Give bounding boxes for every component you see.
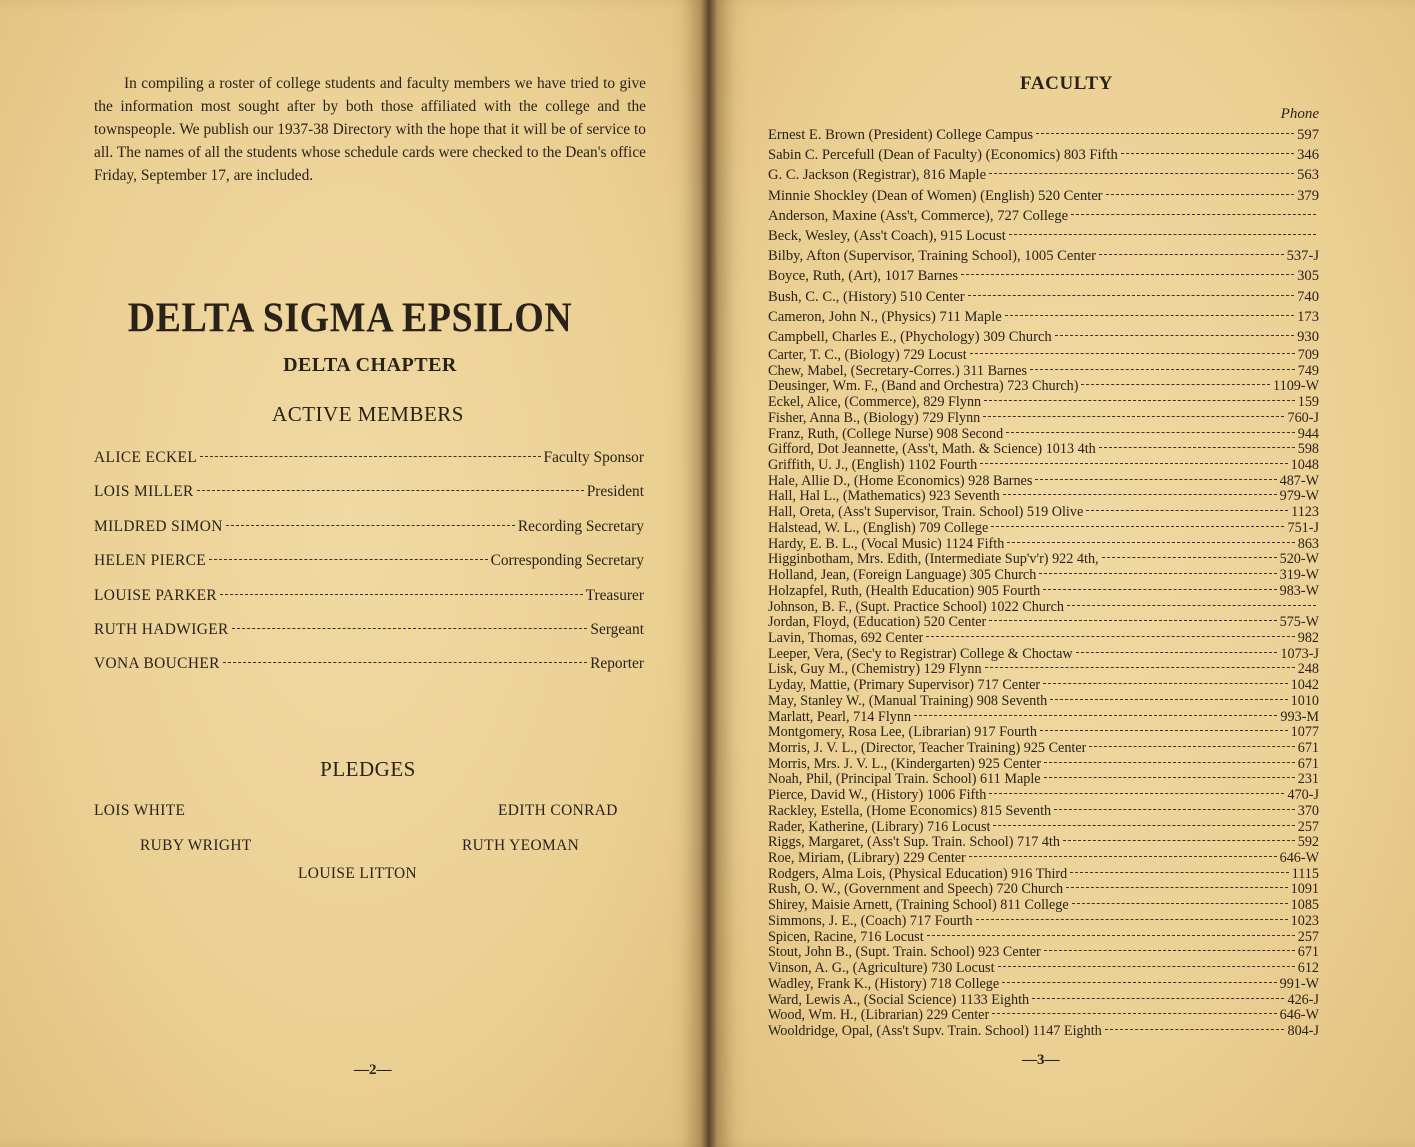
- faculty-phone: 370: [1297, 802, 1319, 819]
- faculty-entry: Roe, Miriam, (Library) 229 Center: [768, 850, 966, 867]
- dot-leader: [1006, 432, 1294, 433]
- dot-leader: [1040, 730, 1288, 731]
- faculty-row: [768, 881, 1319, 897]
- dot-leader: [968, 295, 1295, 296]
- faculty-row: [768, 247, 1319, 265]
- faculty-entry: Minnie Shockley (Dean of Women) (English) 520 Center: [768, 187, 1103, 204]
- dot-leader: [223, 662, 587, 663]
- faculty-row: [768, 187, 1319, 205]
- dot-leader: [1043, 589, 1276, 590]
- faculty-row: [768, 771, 1319, 787]
- book-gutter: [700, 0, 718, 1147]
- faculty-row: [768, 146, 1319, 164]
- faculty-entry: Vinson, A. G., (Agriculture) 730 Locust: [768, 960, 995, 977]
- faculty-row: [768, 583, 1319, 599]
- faculty-row: [768, 426, 1319, 442]
- faculty-phone: 760-J: [1287, 409, 1319, 426]
- faculty-entry: Rush, O. W., (Government and Speech) 720 Church: [768, 881, 1064, 898]
- faculty-row: [768, 227, 1319, 245]
- officer-name: HELEN PIERCE: [94, 552, 207, 570]
- faculty-entry: Chew, Mabel, (Secretary-Corres.) 311 Barnes: [768, 362, 1027, 379]
- faculty-entry: Cameron, John N., (Physics) 711 Maple: [768, 308, 1002, 325]
- faculty-entry: Bush, C. C., (History) 510 Center: [768, 288, 965, 305]
- faculty-row: [768, 1007, 1319, 1023]
- faculty-phone: 592: [1297, 834, 1319, 851]
- faculty-entry: Hall, Hal L., (Mathematics) 923 Seventh: [768, 488, 1000, 505]
- faculty-entry: Wood, Wm. H., (Librarian) 229 Center: [768, 1007, 990, 1024]
- pledges-heading: PLEDGES: [320, 757, 416, 781]
- faculty-row: [768, 834, 1319, 850]
- dot-leader: [232, 628, 588, 629]
- faculty-row: [768, 661, 1319, 677]
- dot-leader: [220, 594, 583, 595]
- faculty-entry: Jordan, Floyd, (Education) 520 Center: [768, 614, 987, 631]
- faculty-entry: Rackley, Estella, (Home Economics) 815 Seventh: [768, 802, 1052, 819]
- faculty-row: [768, 693, 1319, 709]
- officer-role: Recording Secretary: [517, 517, 644, 535]
- faculty-phone: 319-W: [1279, 567, 1319, 584]
- faculty-row: [768, 126, 1319, 144]
- faculty-entry: Franz, Ruth, (College Nurse) 908 Second: [768, 425, 1004, 442]
- dot-leader: [1044, 777, 1295, 778]
- officer-name: MILDRED SIMON: [94, 517, 223, 535]
- faculty-phone: 1010: [1290, 692, 1319, 709]
- faculty-phone: 804-J: [1287, 1022, 1319, 1039]
- dot-leader: [969, 856, 1277, 857]
- officer-row: [94, 587, 644, 609]
- faculty-phone: 248: [1297, 661, 1319, 678]
- faculty-phone: 671: [1297, 740, 1319, 756]
- faculty-phone: 751-J: [1287, 519, 1319, 536]
- faculty-phone: 982: [1297, 629, 1319, 646]
- faculty-row: [768, 646, 1319, 662]
- faculty-row: [768, 599, 1319, 615]
- faculty-entry: Montgomery, Rosa Lee, (Librarian) 917 Fourth: [768, 724, 1037, 741]
- dot-leader: [200, 456, 540, 457]
- dot-leader: [1035, 479, 1276, 480]
- faculty-row: [768, 378, 1319, 394]
- faculty-entry: Halstead, W. L., (English) 709 College: [768, 519, 989, 536]
- faculty-row: [768, 913, 1319, 929]
- faculty-row: [768, 520, 1319, 536]
- officer-role: Sergeant: [590, 621, 644, 638]
- faculty-entry: Griffith, U. J., (English) 1102 Fourth: [768, 457, 978, 474]
- faculty-entry: Morris, J. V. L., (Director, Teacher Training) 925 Center: [768, 740, 1087, 756]
- faculty-title: FACULTY: [1020, 73, 1113, 94]
- faculty-row: [768, 328, 1319, 346]
- dot-leader: [226, 525, 515, 526]
- faculty-row: [768, 1023, 1319, 1039]
- dot-leader: [989, 793, 1284, 794]
- faculty-phone: 930: [1297, 329, 1319, 345]
- dot-leader: [197, 490, 584, 491]
- officer-role: Treasurer: [585, 586, 644, 604]
- dot-leader: [1007, 542, 1294, 543]
- pledge-name: LOUISE LITTON: [298, 865, 418, 882]
- officer-row: [94, 518, 644, 540]
- faculty-entry: Marlatt, Pearl, 714 Flynn: [768, 708, 912, 725]
- faculty-entry: Wooldridge, Opal, (Ass't Supv. Train. School) 1147 Eighth: [768, 1022, 1102, 1039]
- faculty-row: [768, 976, 1319, 992]
- dot-leader: [980, 463, 1287, 464]
- faculty-row: [768, 740, 1319, 756]
- faculty-phone: 575-W: [1279, 614, 1319, 631]
- faculty-entry: Johnson, B. F., (Supt. Practice School) 1022 Church: [768, 598, 1064, 615]
- officer-name: LOUISE PARKER: [94, 586, 218, 604]
- dot-leader: [1002, 982, 1276, 983]
- faculty-phone: 520-W: [1279, 551, 1319, 568]
- faculty-row: [768, 457, 1319, 473]
- phone-column-heading: Phone: [1280, 106, 1319, 122]
- dot-leader: [1106, 194, 1295, 195]
- dot-leader: [1070, 872, 1288, 873]
- faculty-row: [768, 308, 1319, 326]
- dot-leader: [1121, 153, 1294, 154]
- faculty-phone: 597: [1297, 127, 1319, 143]
- dot-leader: [1005, 315, 1294, 316]
- faculty-row: [768, 960, 1319, 976]
- faculty-entry: Hale, Allie D., (Home Economics) 928 Barnes: [768, 472, 1033, 489]
- faculty-entry: Hall, Oreta, (Ass't Supervisor, Train. School) 519 Olive: [768, 504, 1084, 521]
- dot-leader: [992, 1013, 1276, 1014]
- faculty-row: [768, 787, 1319, 803]
- dot-leader: [1063, 840, 1295, 841]
- faculty-phone: 709: [1297, 347, 1319, 363]
- faculty-entry: Eckel, Alice, (Commerce), 829 Flynn: [768, 394, 982, 411]
- faculty-entry: Sabin C. Percefull (Dean of Faculty) (Economics) 803 Fifth: [768, 147, 1118, 164]
- faculty-row: [768, 347, 1319, 363]
- faculty-row: [768, 166, 1319, 184]
- faculty-row: [768, 709, 1319, 725]
- dot-leader: [984, 400, 1295, 401]
- faculty-phone: 346: [1297, 147, 1319, 164]
- faculty-entry: Wadley, Frank K., (History) 718 College: [768, 975, 1000, 992]
- officer-role: Faculty Sponsor: [543, 449, 644, 466]
- faculty-phone: 563: [1297, 167, 1319, 184]
- faculty-phone: 173: [1297, 308, 1319, 325]
- officer-row: [94, 552, 644, 574]
- faculty-phone: 159: [1297, 394, 1319, 411]
- dot-leader: [1086, 510, 1288, 511]
- faculty-row: [768, 410, 1319, 426]
- faculty-entry: Ward, Lewis A., (Social Science) 1133 Eighth: [768, 991, 1030, 1008]
- officer-row: [94, 449, 644, 471]
- faculty-entry: Campbell, Charles E., (Phychology) 309 Church: [768, 329, 1052, 345]
- faculty-entry: Spicen, Racine, 716 Locust: [768, 928, 924, 945]
- dot-leader: [209, 559, 487, 560]
- faculty-entry: Holzapfel, Ruth, (Health Education) 905 Fourth: [768, 582, 1041, 599]
- faculty-phone: 993-M: [1280, 708, 1319, 725]
- dot-leader: [1032, 998, 1284, 999]
- dot-leader: [1009, 234, 1316, 235]
- faculty-row: [768, 441, 1319, 457]
- faculty-phone: 612: [1297, 960, 1319, 977]
- faculty-phone: 1048: [1290, 457, 1319, 474]
- faculty-entry: Boyce, Ruth, (Art), 1017 Barnes: [768, 268, 959, 285]
- dot-leader: [1036, 133, 1294, 134]
- faculty-entry: Gifford, Dot Jeannette, (Ass't, Math. & Science) 1013 4th: [768, 441, 1096, 458]
- faculty-phone: 1115: [1291, 865, 1319, 882]
- faculty-phone: 470-J: [1287, 787, 1319, 804]
- faculty-entry: May, Stanley W., (Manual Training) 908 Seventh: [768, 692, 1048, 709]
- faculty-row: [768, 207, 1319, 225]
- faculty-phone: 1091: [1290, 881, 1319, 898]
- officer-row: [94, 655, 644, 677]
- faculty-phone: 671: [1297, 755, 1319, 772]
- dot-leader: [970, 353, 1295, 354]
- dot-leader: [1099, 254, 1284, 255]
- faculty-phone: 1077: [1290, 724, 1319, 741]
- faculty-row: [768, 677, 1319, 693]
- faculty-entry: Riggs, Margaret, (Ass't Sup. Train. School) 717 4th: [768, 834, 1060, 851]
- dot-leader: [1054, 809, 1295, 810]
- officer-name: VONA BOUCHER: [94, 655, 220, 673]
- officer-name: RUTH HADWIGER: [94, 621, 229, 638]
- faculty-phone: 944: [1297, 425, 1319, 442]
- faculty-entry: Pierce, David W., (History) 1006 Fifth: [768, 787, 987, 804]
- pledge-name: RUBY WRIGHT: [140, 837, 252, 854]
- faculty-entry: Carter, T. C., (Biology) 729 Locust: [768, 347, 967, 363]
- faculty-phone: 305: [1297, 268, 1319, 285]
- dot-leader: [1099, 447, 1295, 448]
- dot-leader: [991, 526, 1284, 527]
- chapter-title: DELTA CHAPTER: [283, 354, 457, 376]
- dot-leader: [1089, 746, 1294, 747]
- dot-leader: [914, 715, 1277, 716]
- dot-leader: [1066, 887, 1287, 888]
- dot-leader: [961, 274, 1294, 275]
- dot-leader: [1102, 557, 1277, 558]
- faculty-entry: Rader, Katherine, (Library) 716 Locust: [768, 818, 991, 835]
- faculty-phone: 749: [1297, 362, 1319, 379]
- faculty-phone: 1109-W: [1273, 378, 1319, 395]
- dot-leader: [993, 825, 1294, 826]
- faculty-phone: 257: [1297, 928, 1319, 945]
- pledge-name: RUTH YEOMAN: [462, 837, 580, 854]
- faculty-phone: 983-W: [1279, 582, 1319, 599]
- faculty-row: [768, 630, 1319, 646]
- faculty-row: [768, 803, 1319, 819]
- faculty-phone: 991-W: [1279, 975, 1319, 992]
- dot-leader: [1043, 683, 1287, 684]
- faculty-phone: 979-W: [1279, 488, 1319, 505]
- faculty-phone: 598: [1297, 441, 1319, 458]
- faculty-phone: 426-J: [1287, 991, 1319, 1008]
- dot-leader: [927, 935, 1295, 936]
- faculty-row: [768, 897, 1319, 913]
- faculty-row: [768, 488, 1319, 504]
- faculty-phone: 1085: [1290, 897, 1319, 914]
- pledge-name: EDITH CONRAD: [498, 802, 618, 819]
- faculty-entry: Deusinger, Wm. F., (Band and Orchestra) 723 Church): [768, 378, 1079, 395]
- faculty-entry: Lyday, Mattie, (Primary Supervisor) 717 Center: [768, 677, 1041, 694]
- dot-leader: [1050, 699, 1287, 700]
- faculty-row: [768, 614, 1319, 630]
- intro-paragraph: In compiling a roster of college students and faculty members we have tried to give the information most sought after by both those affiliated with the college and the townspeople. We publish our 1937-38 Directory with the hope that it will be of service to all. The names of all the students whose schedule cards were checked to the Dean's office Friday, September 17, are included.: [94, 75, 646, 184]
- faculty-row: [768, 567, 1319, 583]
- dot-leader: [985, 667, 1295, 668]
- faculty-row: [768, 504, 1319, 520]
- pledge-name: LOIS WHITE: [94, 802, 186, 819]
- society-title: DELTA SIGMA EPSILON: [127, 294, 573, 342]
- faculty-phone: 671: [1297, 944, 1319, 961]
- faculty-row: [768, 724, 1319, 740]
- officer-name: ALICE ECKEL: [94, 449, 198, 466]
- faculty-phone: 1042: [1290, 677, 1319, 694]
- dot-leader: [1076, 652, 1278, 653]
- faculty-phone: 231: [1297, 771, 1319, 788]
- faculty-entry: Rodgers, Alma Lois, (Physical Education) 916 Third: [768, 865, 1068, 882]
- faculty-row: [768, 992, 1319, 1008]
- faculty-entry: Simmons, J. E., (Coach) 717 Fourth: [768, 912, 973, 929]
- faculty-row: [768, 267, 1319, 285]
- faculty-phone: 379: [1297, 187, 1319, 204]
- page-number-left: —2—: [354, 1062, 392, 1078]
- officer-row: [94, 621, 644, 643]
- faculty-row: [768, 850, 1319, 866]
- faculty-phone: 646-W: [1279, 850, 1319, 867]
- faculty-entry: Bilby, Afton (Supervisor, Training School), 1005 Center: [768, 248, 1097, 265]
- faculty-phone: 740: [1297, 288, 1319, 305]
- faculty-phone: 537-J: [1286, 248, 1319, 265]
- dot-leader: [1030, 369, 1295, 370]
- faculty-row: [768, 551, 1319, 567]
- faculty-entry: Lisk, Guy M., (Chemistry) 129 Flynn: [768, 661, 982, 678]
- dot-leader: [1081, 384, 1270, 385]
- dot-leader: [1071, 214, 1316, 215]
- faculty-phone: 487-W: [1279, 472, 1319, 489]
- faculty-row: [768, 756, 1319, 772]
- officer-role: Corresponding Secretary: [490, 552, 644, 570]
- dot-leader: [926, 636, 1294, 637]
- faculty-entry: Hardy, E. B. L., (Vocal Music) 1124 Fifth: [768, 535, 1005, 552]
- page-number-right: —3—: [1022, 1052, 1060, 1068]
- faculty-entry: Higginbotham, Mrs. Edith, (Intermediate Sup'v'r) 922 4th,: [768, 551, 1099, 568]
- active-members-heading: ACTIVE MEMBERS: [272, 402, 464, 426]
- faculty-phone: 1123: [1291, 504, 1319, 521]
- faculty-entry: Anderson, Maxine (Ass't, Commerce), 727 College: [768, 207, 1069, 224]
- faculty-entry: Stout, John B., (Supt. Train. School) 923 Center: [768, 944, 1041, 961]
- faculty-entry: Morris, Mrs. J. V. L., (Kindergarten) 925 Center: [768, 755, 1042, 772]
- dot-leader: [998, 966, 1295, 967]
- dot-leader: [1044, 762, 1295, 763]
- dot-leader: [1055, 335, 1294, 336]
- dot-leader: [989, 620, 1276, 621]
- dot-leader: [1072, 903, 1288, 904]
- faculty-entry: G. C. Jackson (Registrar), 816 Maple: [768, 167, 987, 184]
- dot-leader: [983, 416, 1284, 417]
- faculty-entry: Shirey, Maisie Arnett, (Training School) 811 College: [768, 897, 1069, 914]
- faculty-entry: Leeper, Vera, (Sec'y to Registrar) College & Choctaw: [768, 645, 1073, 662]
- faculty-row: [768, 866, 1319, 882]
- faculty-row: [768, 536, 1319, 552]
- officer-name: LOIS MILLER: [94, 483, 194, 501]
- faculty-row: [768, 288, 1319, 306]
- dot-leader: [989, 173, 1294, 174]
- dot-leader: [976, 919, 1288, 920]
- dot-leader: [1067, 605, 1316, 606]
- faculty-row: [768, 944, 1319, 960]
- dot-leader: [1003, 494, 1277, 495]
- faculty-phone: 646-W: [1279, 1007, 1319, 1024]
- officer-row: [94, 483, 644, 505]
- faculty-phone: 1023: [1290, 912, 1319, 929]
- officer-role: Reporter: [590, 655, 644, 673]
- faculty-row: [768, 929, 1319, 945]
- dot-leader: [1044, 950, 1295, 951]
- faculty-row: [768, 473, 1319, 489]
- faculty-phone: 863: [1297, 535, 1319, 552]
- faculty-row: [768, 363, 1319, 379]
- faculty-entry: Fisher, Anna B., (Biology) 729 Flynn: [768, 409, 981, 426]
- faculty-row: [768, 394, 1319, 410]
- dot-leader: [1105, 1029, 1285, 1030]
- faculty-entry: Noah, Phil, (Principal Train. School) 611 Maple: [768, 771, 1041, 788]
- dot-leader: [1039, 573, 1276, 574]
- officer-role: President: [586, 483, 644, 501]
- faculty-row: [768, 819, 1319, 835]
- faculty-entry: Holland, Jean, (Foreign Language) 305 Church: [768, 567, 1037, 584]
- faculty-entry: Ernest E. Brown (President) College Campus: [768, 127, 1034, 143]
- faculty-phone: 257: [1297, 818, 1319, 835]
- faculty-entry: Lavin, Thomas, 692 Center: [768, 629, 924, 646]
- faculty-phone: 1073-J: [1280, 645, 1319, 662]
- faculty-entry: Beck, Wesley, (Ass't Coach), 915 Locust: [768, 228, 1006, 244]
